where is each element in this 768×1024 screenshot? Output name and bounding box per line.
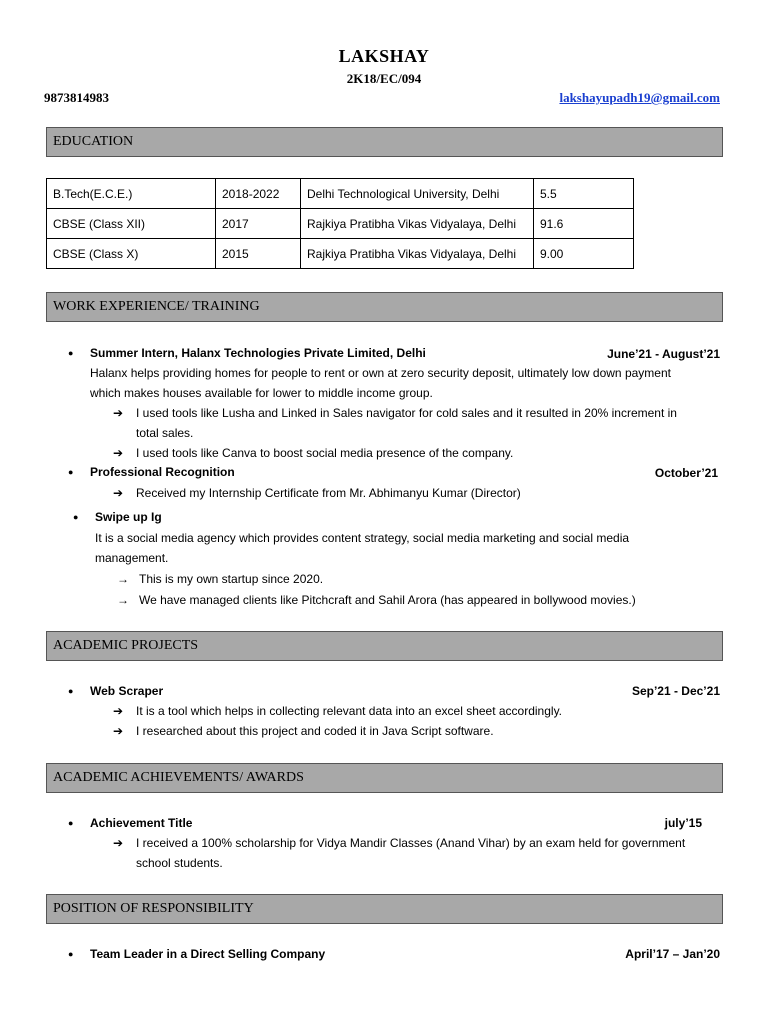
bullet-icon: ●	[68, 467, 74, 477]
year-cell: 2015	[216, 239, 301, 269]
achievement-point-line-1: I received a 100% scholarship for Vidya Mandir Classes (Anand Vihar) by an exam held for government	[136, 836, 686, 850]
score-cell: 9.00	[534, 239, 634, 269]
achievement-date: july’15	[664, 816, 702, 830]
table-row	[47, 239, 634, 269]
swipe-point-1: This is my own startup since 2020.	[139, 572, 324, 586]
achievement-point-line-2: school students.	[136, 856, 223, 870]
arrow-icon: ➔	[113, 704, 124, 718]
candidate-name: LAKSHAY	[338, 46, 430, 66]
responsibility-date: April’17 – Jan’20	[625, 947, 720, 961]
bullet-icon: ●	[68, 686, 74, 696]
arrow-icon: →	[117, 593, 129, 607]
swipe-description-line-2: management.	[95, 551, 169, 565]
intern-point-1-line-1: I used tools like Lusha and Linked in Sales navigator for cold sales and it resulted in 20% increment in	[136, 406, 677, 420]
project-title: Web Scraper	[90, 684, 164, 698]
arrow-icon: ➔	[113, 836, 124, 850]
project-point-2: I researched about this project and coded it in Java Script software.	[136, 724, 494, 738]
project-point-1: It is a tool which helps in collecting relevant data into an excel sheet accordingly.	[136, 704, 563, 718]
section-work-header: WORK EXPERIENCE/ TRAINING	[46, 292, 723, 322]
roll-number: 2K18/EC/094	[346, 71, 422, 86]
phone-number: 9873814983	[44, 90, 109, 105]
email-link[interactable]: lakshayupadh19@gmail.com	[559, 90, 720, 105]
bullet-icon: ●	[68, 348, 74, 358]
table-row	[47, 179, 634, 209]
achievement-title: Achievement Title	[90, 816, 193, 830]
bullet-icon: ●	[68, 818, 74, 828]
arrow-icon: ➔	[113, 486, 124, 500]
arrow-icon: ➔	[113, 406, 124, 420]
year-cell: 2018-2022	[216, 179, 301, 209]
score-cell: 5.5	[534, 179, 634, 209]
swipe-point-2: We have managed clients like Pitchcraft and Sahil Arora (has appeared in bollywood movies.)	[139, 593, 636, 607]
swipe-title: Swipe up Ig	[95, 510, 162, 524]
section-education-header: EDUCATION	[46, 127, 723, 157]
score-cell: 91.6	[534, 209, 634, 239]
intern-title: Summer Intern, Halanx Technologies Private Limited, Delhi	[90, 346, 426, 360]
degree-cell: CBSE (Class XII)	[47, 209, 216, 239]
swipe-description-line-1: It is a social media agency which provides content strategy, social media marketing and social media	[95, 531, 630, 545]
bullet-icon: ●	[73, 512, 79, 522]
intern-description-line-1: Halanx helps providing homes for people to rent or own at zero security deposit, ultimately low down payment	[90, 366, 671, 380]
degree-cell: B.Tech(E.C.E.)	[47, 179, 216, 209]
bullet-icon: ●	[68, 949, 74, 959]
recognition-date: October’21	[654, 466, 718, 480]
education-table	[46, 178, 634, 269]
section-projects-header: ACADEMIC PROJECTS	[46, 631, 723, 661]
intern-date: June’21 - August’21	[607, 347, 720, 361]
year-cell: 2017	[216, 209, 301, 239]
institute-cell: Rajkiya Pratibha Vikas Vidyalaya, Delhi	[301, 239, 534, 269]
recognition-point: Received my Internship Certificate from Mr. Abhimanyu Kumar (Director)	[136, 486, 521, 500]
intern-point-2: I used tools like Canva to boost social media presence of the company.	[136, 446, 514, 460]
degree-cell: CBSE (Class X)	[47, 239, 216, 269]
responsibility-title: Team Leader in a Direct Selling Company	[90, 947, 326, 961]
table-row	[47, 209, 634, 239]
intern-description-line-2: which makes houses available for lower to middle income group.	[90, 386, 433, 400]
section-achievements-header: ACADEMIC ACHIEVEMENTS/ AWARDS	[46, 763, 723, 793]
institute-cell: Delhi Technological University, Delhi	[301, 179, 534, 209]
institute-cell: Rajkiya Pratibha Vikas Vidyalaya, Delhi	[301, 209, 534, 239]
section-responsibility-header: POSITION OF RESPONSIBILITY	[46, 894, 723, 924]
project-date: Sep’21 - Dec’21	[631, 684, 720, 698]
recognition-title: Professional Recognition	[90, 465, 235, 479]
intern-point-1-line-2: total sales.	[136, 426, 194, 440]
arrow-icon: →	[117, 572, 129, 586]
arrow-icon: ➔	[113, 724, 124, 738]
arrow-icon: ➔	[113, 446, 124, 460]
